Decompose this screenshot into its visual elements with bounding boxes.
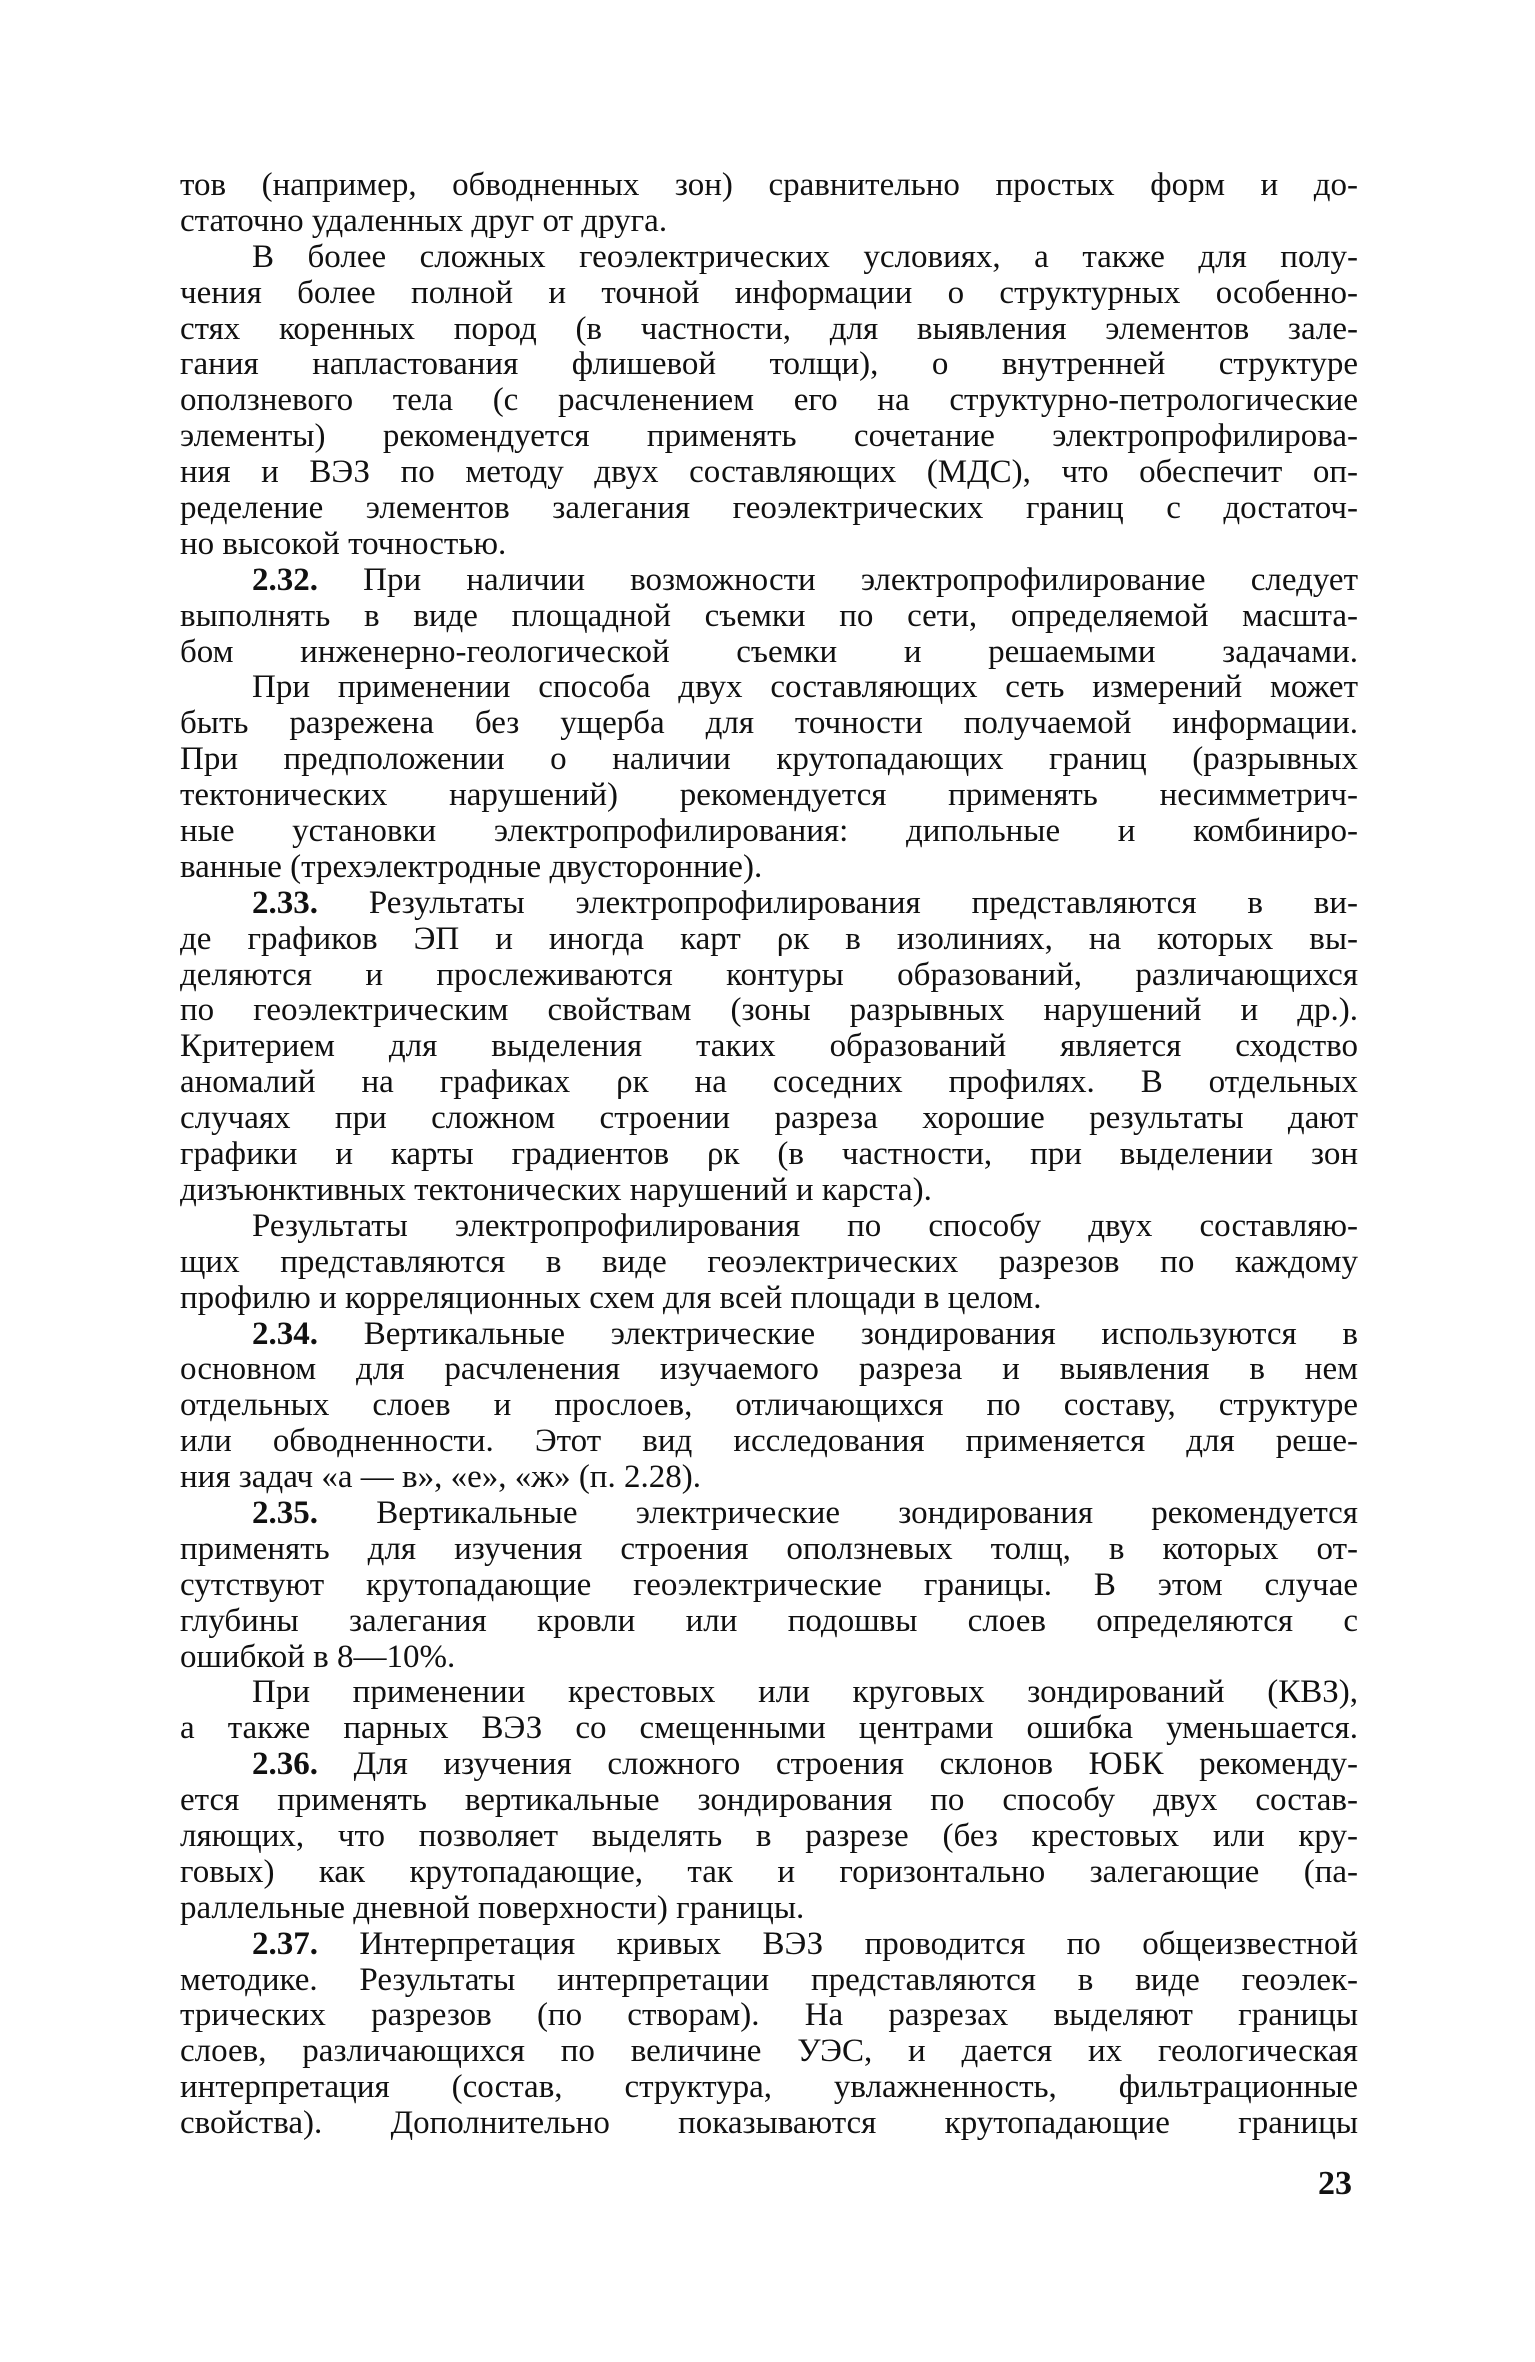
text-line [180,1137,1358,1173]
text-line [180,778,1358,814]
line-text: дизъюнктивных тектонических нарушений и карста). [180,1171,932,1208]
text-line [180,168,1358,204]
section-number: 2.32. [252,561,318,598]
paragraph [180,1675,1358,1747]
text-line [180,1711,1358,1747]
line-text: Вертикальные электрические зондирования рекомендуется [318,1494,1358,1531]
paragraph [180,670,1358,885]
text-line [180,1783,1358,1819]
text-line [180,1352,1358,1388]
text-line [180,419,1358,455]
text-line [180,1819,1358,1855]
text-line [180,1568,1358,1604]
text-line [180,276,1358,312]
line-text: слоев, различающихся по величине УЭС, и дается их геологическая [180,2033,1358,2070]
text-line [180,1173,1358,1209]
text-line [180,1675,1358,1711]
line-text: Результаты электропрофилирования представляются в ви- [318,884,1358,921]
line-text: Вертикальные электрические зондирования используются в [318,1315,1358,1352]
line-text: методике. Результаты интерпретации представляются в виде геоэлек- [180,1961,1358,1998]
line-text: интерпретация (состав, структура, увлажненность, фильтрационные [180,2069,1358,2106]
line-text: случаях при сложном строении разреза хорошие результаты дают [180,1100,1358,1137]
line-text: применять для изучения строения оползневых толщ, в которых от- [180,1530,1358,1567]
text-line [180,1424,1358,1460]
line-text: ошибкой в 8—10%. [180,1638,456,1675]
text-line [180,347,1358,383]
line-text: Результаты электропрофилирования по способу двух составляю- [252,1207,1358,1244]
line-text: трических разрезов (по створам). На разрезах выделяют границы [180,1997,1358,2034]
text-line [180,240,1358,276]
paragraph [180,886,1358,1209]
section-number: 2.35. [252,1494,318,1531]
line-text: ределение элементов залегания геоэлектрических границ с достаточ- [180,490,1358,527]
line-text: отдельных слоев и прослоев, отличающихся по составу, структуре [180,1387,1358,1424]
text-line [180,563,1358,599]
section-number: 2.34. [252,1315,318,1352]
line-text: раллельные дневной поверхности) границы. [180,1889,805,1926]
text-line [180,1855,1358,1891]
line-text: ния задач «а — в», «е», «ж» (п. 2.28). [180,1459,701,1496]
text-line [180,1927,1358,1963]
line-text: Критерием для выделения таких образований является сходство [180,1028,1358,1065]
paragraph [180,1496,1358,1675]
line-text: тектонических нарушений) рекомендуется применять несимметрич- [180,777,1358,814]
line-text: основном для расчленения изучаемого разреза и выявления в нем [180,1351,1358,1388]
text-line [180,850,1358,886]
section-number: 2.33. [252,884,318,921]
line-text: де графиков ЭП и иногда карт ρк в изолиниях, на которых вы- [180,920,1358,957]
line-text: говых) как крутопадающие, так и горизонтально залегающие (па- [180,1853,1358,1890]
line-text: статочно удаленных друг от друга. [180,202,668,239]
paragraph [180,1927,1358,2142]
line-text: а также парных ВЭЗ со смещенными центрами ошибка уменьшается. [180,1710,1358,1747]
line-text: ные установки электропрофилирования: дипольные и комбиниро- [180,813,1358,850]
line-text: ется применять вертикальные зондирования по способу двух состав- [180,1782,1358,1819]
line-text: В более сложных геоэлектрических условиях, а также для полу- [252,238,1358,275]
line-text: При наличии возможности электропрофилирование следует [318,561,1358,598]
text-line [180,1209,1358,1245]
line-text: деляются и прослеживаются контуры образований, различающихся [180,956,1358,993]
text-line [180,455,1358,491]
text-line [180,1747,1358,1783]
text-line [180,1963,1358,1999]
text-line [180,312,1358,348]
text-line [180,1388,1358,1424]
line-text: сутствуют крутопадающие геоэлектрические границы. В этом случае [180,1566,1358,1603]
section-number: 2.37. [252,1925,318,1962]
text-line [180,1281,1358,1317]
line-text: но высокой точностью. [180,525,507,562]
text-line [180,1101,1358,1137]
page-body-text [180,168,1358,2142]
text-line [180,958,1358,994]
text-line [180,1640,1358,1676]
text-line [180,1317,1358,1353]
text-line [180,491,1358,527]
paragraph [180,563,1358,671]
line-text: ванные (трехэлектродные двусторонние). [180,848,763,885]
text-line [180,2106,1358,2142]
paragraph [180,1209,1358,1317]
line-text: элементы) рекомендуется применять сочетание электропрофилирова- [180,418,1358,455]
line-text: или обводненности. Этот вид исследования применяется для реше- [180,1423,1358,1460]
line-text: по геоэлектрическим свойствам (зоны разрывных нарушений и др.). [180,992,1358,1029]
paragraph [180,1747,1358,1926]
line-text: тов (например, обводненных зон) сравнительно простых форм и до- [180,167,1358,203]
line-text: При предположении о наличии крутопадающих границ (разрывных [180,741,1358,778]
line-text: оползневого тела (с расчленением его на структурно-петрологические [180,382,1358,419]
text-line [180,814,1358,850]
line-text: гания напластования флишевой толщи), о внутренней структуре [180,346,1358,383]
line-text: свойства). Дополнительно показываются крутопадающие границы [180,2105,1358,2142]
line-text: При применении крестовых или круговых зондирований (КВЗ), [252,1674,1358,1711]
text-line [180,742,1358,778]
line-text: При применении способа двух составляющих сеть измерений может [252,669,1358,706]
line-text: ляющих, что позволяет выделять в разрезе (без крестовых или кру- [180,1817,1358,1854]
line-text: выполнять в виде площадной съемки по сети, определяемой масшта- [180,597,1358,634]
text-line [180,635,1358,671]
text-line [180,1998,1358,2034]
paragraph [180,168,1358,240]
line-text: профилю и корреляционных схем для всей площади в целом. [180,1279,1042,1316]
paragraph [180,1317,1358,1496]
text-line [180,2070,1358,2106]
line-text: бом инженерно-геологической съемки и решаемыми задачами. [180,633,1358,670]
line-text: Для изучения сложного строения склонов ЮБК рекоменду- [318,1746,1358,1783]
text-line [180,706,1358,742]
paragraph [180,240,1358,563]
line-text: аномалий на графиках ρк на соседних профилях. В отдельных [180,1064,1358,1101]
text-line [180,1029,1358,1065]
page-number: 23 [1318,2165,1352,2202]
line-text: быть разрежена без ущерба для точности получаемой информации. [180,705,1358,742]
text-line [180,383,1358,419]
text-line [180,2034,1358,2070]
line-text: Интерпретация кривых ВЭЗ проводится по общеизвестной [318,1925,1358,1962]
line-text: графики и карты градиентов ρк (в частности, при выделении зон [180,1136,1358,1173]
line-text: чения более полной и точной информации о структурных особенно- [180,274,1358,311]
section-number: 2.36. [252,1746,318,1783]
text-line [180,993,1358,1029]
text-line [180,204,1358,240]
line-text: ния и ВЭЗ по методу двух составляющих (МДС), что обеспечит оп- [180,454,1358,491]
text-line [180,1245,1358,1281]
text-line [180,1496,1358,1532]
text-line [180,670,1358,706]
text-line [180,1460,1358,1496]
text-line [180,1604,1358,1640]
text-line [180,1891,1358,1927]
text-line [180,527,1358,563]
line-text: глубины залегания кровли или подошвы слоев определяются с [180,1602,1358,1639]
text-line [180,922,1358,958]
text-line [180,886,1358,922]
text-line [180,1065,1358,1101]
line-text: щих представляются в виде геоэлектрических разрезов по каждому [180,1243,1358,1280]
line-text: стях коренных пород (в частности, для выявления элементов зале- [180,310,1358,347]
text-line [180,599,1358,635]
text-line [180,1532,1358,1568]
